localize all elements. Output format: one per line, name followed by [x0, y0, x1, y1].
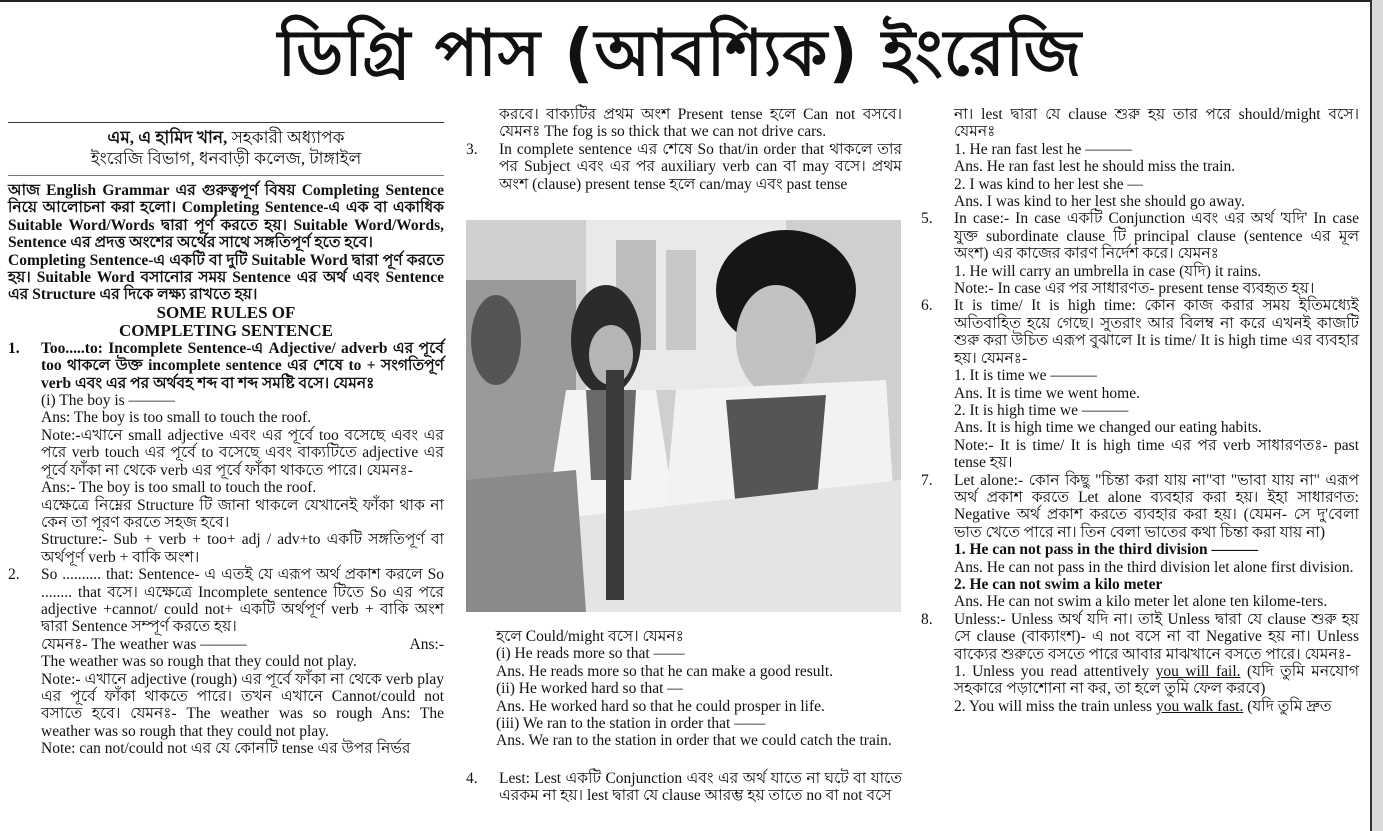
rule-heading: In complete sentence এর শেষে So that/in order that থাকলে তার পর Subject এবং এর পর auxiliary verb can বা may বসে। প্রথম অংশ (clause) present tense হলে can/may এবং past tense	[499, 140, 902, 193]
example-line	[41, 636, 444, 653]
answer-line: Ans. We ran to the station in order that we could catch the train.	[496, 732, 892, 750]
answer-line: Ans. He ran fast lest he should miss the train.	[954, 158, 1236, 176]
rule-number: 4.	[466, 770, 478, 787]
note-text: Note: can not/could not এর যে কোনটি tense এর উপর নির্ভর	[41, 740, 411, 758]
exam-hall-photo-illustration	[466, 220, 901, 612]
structure-text: Structure:- Sub + verb + too+ adj / adv+to একটি সঙ্গতিপূর্ণ বা অর্থপূর্ণ verb + বাকি অংশ।	[41, 531, 444, 566]
example-line: 2. It is high time we ———	[954, 401, 1129, 419]
answer-line: Ans. He worked hard so that he could prosper in life.	[496, 697, 825, 715]
column-2	[466, 106, 902, 193]
page-title: ডিগ্রি পাস (আবশ্যিক) ইংরেজি	[277, 17, 1083, 91]
author-block	[8, 127, 444, 169]
divider	[8, 122, 444, 123]
rule-item-1	[8, 340, 444, 566]
underlined-text: you will fail.	[1155, 663, 1241, 680]
continued-text: হলে Could/might বসে। যেমনঃ	[496, 628, 684, 645]
rule-heading: So .......... that: Sentence- এ এতই যে এরূপ অর্থ প্রকাশ করলে So ........ that বসে। এক্ষেত্রে Incomplete sentence টিতে So এর পরে adjective +cannot/ could not+ একটি অর্থপূর্ণ verb + বাকি অংশ দ্বারা Sentence সম্পূর্ণ করতে হয়।	[41, 566, 444, 636]
rule-number: 2.	[8, 566, 20, 584]
example-line: (i) The boy is ———	[41, 392, 176, 410]
rule-number: 1.	[8, 339, 20, 357]
answer-line: Ans. He can not swim a kilo meter let alone ten kilome-ters.	[954, 593, 1328, 611]
rule-item-6	[921, 297, 1359, 471]
rule-item-8	[921, 611, 1359, 715]
note-text: এক্ষেত্রে নিম্নের Structure টি জানা থাকলে যেখানেই ফাঁকা থাক না কেন তা পূরণ করতে সহজ হবে।	[41, 496, 444, 531]
answer-line: Ans. He reads more so that he can make a good result.	[496, 662, 834, 680]
continued-text: না। lest দ্বারা যে clause শুরু হয় তার পরে should/might বসে। যেমনঃ	[954, 106, 1359, 141]
example-line	[954, 663, 1359, 698]
example-text: যেমনঃ- The weather was ———	[41, 635, 247, 653]
answer-line: Ans. It is high time we changed our eating habits.	[954, 419, 1262, 437]
intro-paragraph: Completing Sentence-এ একটি বা দুটি Suitable Word দ্বারা পূর্ণ করতে হয়। Suitable Word বসানোর সময় Sentence এর অর্থ এবং Sentence এর Structure এর দিকে লক্ষ্য রাখতে হয়।	[8, 251, 444, 304]
example-line: 1. He ran fast lest he ———	[954, 140, 1132, 158]
note-text: Note:- এখানে adjective (rough) এর পূর্বে ফাঁকা না থেকে verb play এর পূর্বে ফাঁকা থাকতে পারে। তখন এখানে Cannot/could not বসাতে হবে। যেমনঃ- The weather was so rough Ans: The weather was so rough that they could not play.	[41, 670, 444, 740]
rule-heading: Too.....to: Incomplete Sentence-এ Adjective/ adverb এর পূর্বে too থাকলে উক্ত incomplete sentence এর শেষে to + সংগতিপূর্ণ verb এবং এর পর অর্থবহ শব্দ বা শব্দ সমষ্টি বসে। যেমনঃ	[41, 339, 444, 392]
rule-number: 7.	[921, 471, 933, 489]
author-department: ইংরেজি বিভাগ, ধনবাড়ী কলেজ, টাঙ্গাইল	[90, 149, 362, 168]
column-3	[921, 106, 1359, 715]
answer-line: Ans. It is time we went home.	[954, 384, 1140, 402]
example-line: (i) He reads more so that ——	[496, 645, 685, 663]
continued-text: করবে। বাক্যটির প্রথম অংশ Present tense হলে Can not বসবে। যেমনঃ The fog is so thick that we can not drive cars.	[499, 106, 902, 141]
rule-number: 5.	[921, 210, 933, 228]
rule-item-4	[466, 770, 902, 805]
example-text: 2. You will miss the train unless	[954, 697, 1156, 715]
example-line: (ii) He worked hard so that —	[496, 680, 683, 698]
section-heading-line: COMPLETING SENTENCE	[119, 320, 333, 340]
rule-heading: Lest: Lest একটি Conjunction এবং এর অর্থ যাতে না ঘটে বা যাতে এরকম না হয়। lest দ্বারা যে clause আরম্ভ হয় তাতে no বা not বসে	[499, 770, 902, 805]
example-text: (যদি তুমি দ্রুত	[1243, 697, 1332, 715]
section-heading-line: SOME RULES OF	[156, 302, 296, 322]
section-heading	[8, 304, 444, 340]
rule-heading: It is time/ It is high time: কোন কাজ করার সময় ইতিমধ্যেই অতিবাহিত হয়ে গেছে। সুতরাং আর বিলম্ব না করে এখনই কাজটি শুরু করা উচিত এরূপ বুঝালে It is time/ It is high time এর ব্যবহার হয়। যেমনঃ-	[954, 297, 1359, 367]
answer-line: Ans. I was kind to her lest she should go away.	[954, 193, 1245, 211]
top-border	[0, 0, 1370, 2]
rule-number: 3.	[466, 140, 478, 158]
column-1	[8, 106, 444, 758]
divider	[8, 175, 444, 176]
answer-line: Ans:- The boy is too small to touch the roof.	[41, 479, 317, 497]
column-2-continued	[496, 628, 902, 750]
note-text: Note:- In case এর পর সাধারণত- present tense ব্যবহৃত হয়।	[954, 280, 1315, 298]
rule-number: 8.	[921, 610, 933, 628]
rule-heading: Unless:- Unless অর্থ যদি না। তাই Unless দ্বারা যে clause শুরু হয় সে clause (বাক্যাংশ)- এ not বসে না বা Negative হয় না। Unless বাক্যের শুরুতে বসতে পারে আবার মাঝখানে বসতে পারে। যেমনঃ-	[954, 610, 1359, 663]
answer-label: Ans:-	[409, 635, 444, 653]
author-role: সহকারী অধ্যাপক	[227, 128, 345, 147]
rule-item-7	[921, 472, 1359, 611]
example-text: (যদি তুমি মনযোগ সহকারে পড়াশোনা না কর, তা হলে তুমি ফেল করবে)	[954, 663, 1359, 698]
example-line: 1. He will carry an umbrella in case (যদি) it rains.	[954, 262, 1262, 280]
rule-item-2	[8, 566, 444, 757]
rule-item-5	[921, 210, 1359, 297]
answer-line: Ans: The boy is too small to touch the roof.	[41, 409, 312, 427]
intro-paragraph: আজ English Grammar এর গুরুত্বপূর্ণ বিষয় Completing Sentence নিয়ে আলোচনা করা হলো। Completing Sentence-এ এক বা একাধিক Suitable Word/Words দ্বারা পূর্ণ করতে হয়। Suitable Word/Words, Sentence এর প্রদত্ত অংশের অর্থের সাথে সঙ্গতিপূর্ণ হতে হবে।	[8, 182, 444, 252]
page-edge-strip	[1370, 0, 1383, 831]
answer-line: Ans. He can not pass in the third division let alone first division.	[954, 558, 1354, 576]
example-line: (iii) We ran to the station in order that ——	[496, 715, 766, 733]
column-2-rule-4	[466, 770, 902, 805]
rule-heading: In case:- In case একটি Conjunction এবং এর অর্থ 'যদি' In case যুক্ত subordinate clause টি principal clause (sentence এর মূল অংশ) এর কাজের কারণ নির্দেশ করে। যেমনঃ	[954, 210, 1359, 263]
rule-item-3	[466, 141, 902, 193]
classroom-photo	[466, 220, 901, 612]
example-line: 2. He can not swim a kilo meter	[954, 575, 1163, 593]
example-line: 1. It is time we ———	[954, 367, 1097, 385]
rule-heading: Let alone:- কোন কিছু "চিন্তা করা যায় না"বা "ভাবা যায় না" এরূপ অর্থ প্রকাশ করতে Let alone ব্যবহার করা হয়। ইহা সাধারণত: Negative অর্থ প্রকাশ করতে ব্যবহার করা হয়। (যেমন- সে দু'বেলা ভাত খেতে পারে না। তিন বেলা ভাতের কথা চিন্তা করা যায় না)	[954, 471, 1359, 541]
underlined-text: you walk fast.	[1155, 697, 1244, 715]
example-line	[954, 698, 1359, 715]
author-name: এম, এ হামিদ খান,	[107, 128, 228, 147]
example-line: 2. I was kind to her lest she —	[954, 175, 1143, 193]
note-text: Note:-এখানে small adjective এবং এর পূর্বে too বসেছে এবং এর পরে verb touch এর পূর্বে to বসেছে এবং বাক্যটিতে adjective এর পূর্বে ফাঁকা না থেকে verb এর পূর্বে ফাঁকা থাকতে পারে। যেমনঃ-	[41, 426, 444, 479]
rule-number: 6.	[921, 297, 933, 315]
note-text: Note:- It is time/ It is high time এর পর verb সাধারণতঃ- past tense হয়।	[954, 436, 1359, 472]
answer-line: The weather was so rough that they could not play.	[41, 653, 357, 671]
example-line: 1. He can not pass in the third division ———	[954, 541, 1259, 559]
example-text: 1. Unless you read attentively	[954, 663, 1156, 680]
